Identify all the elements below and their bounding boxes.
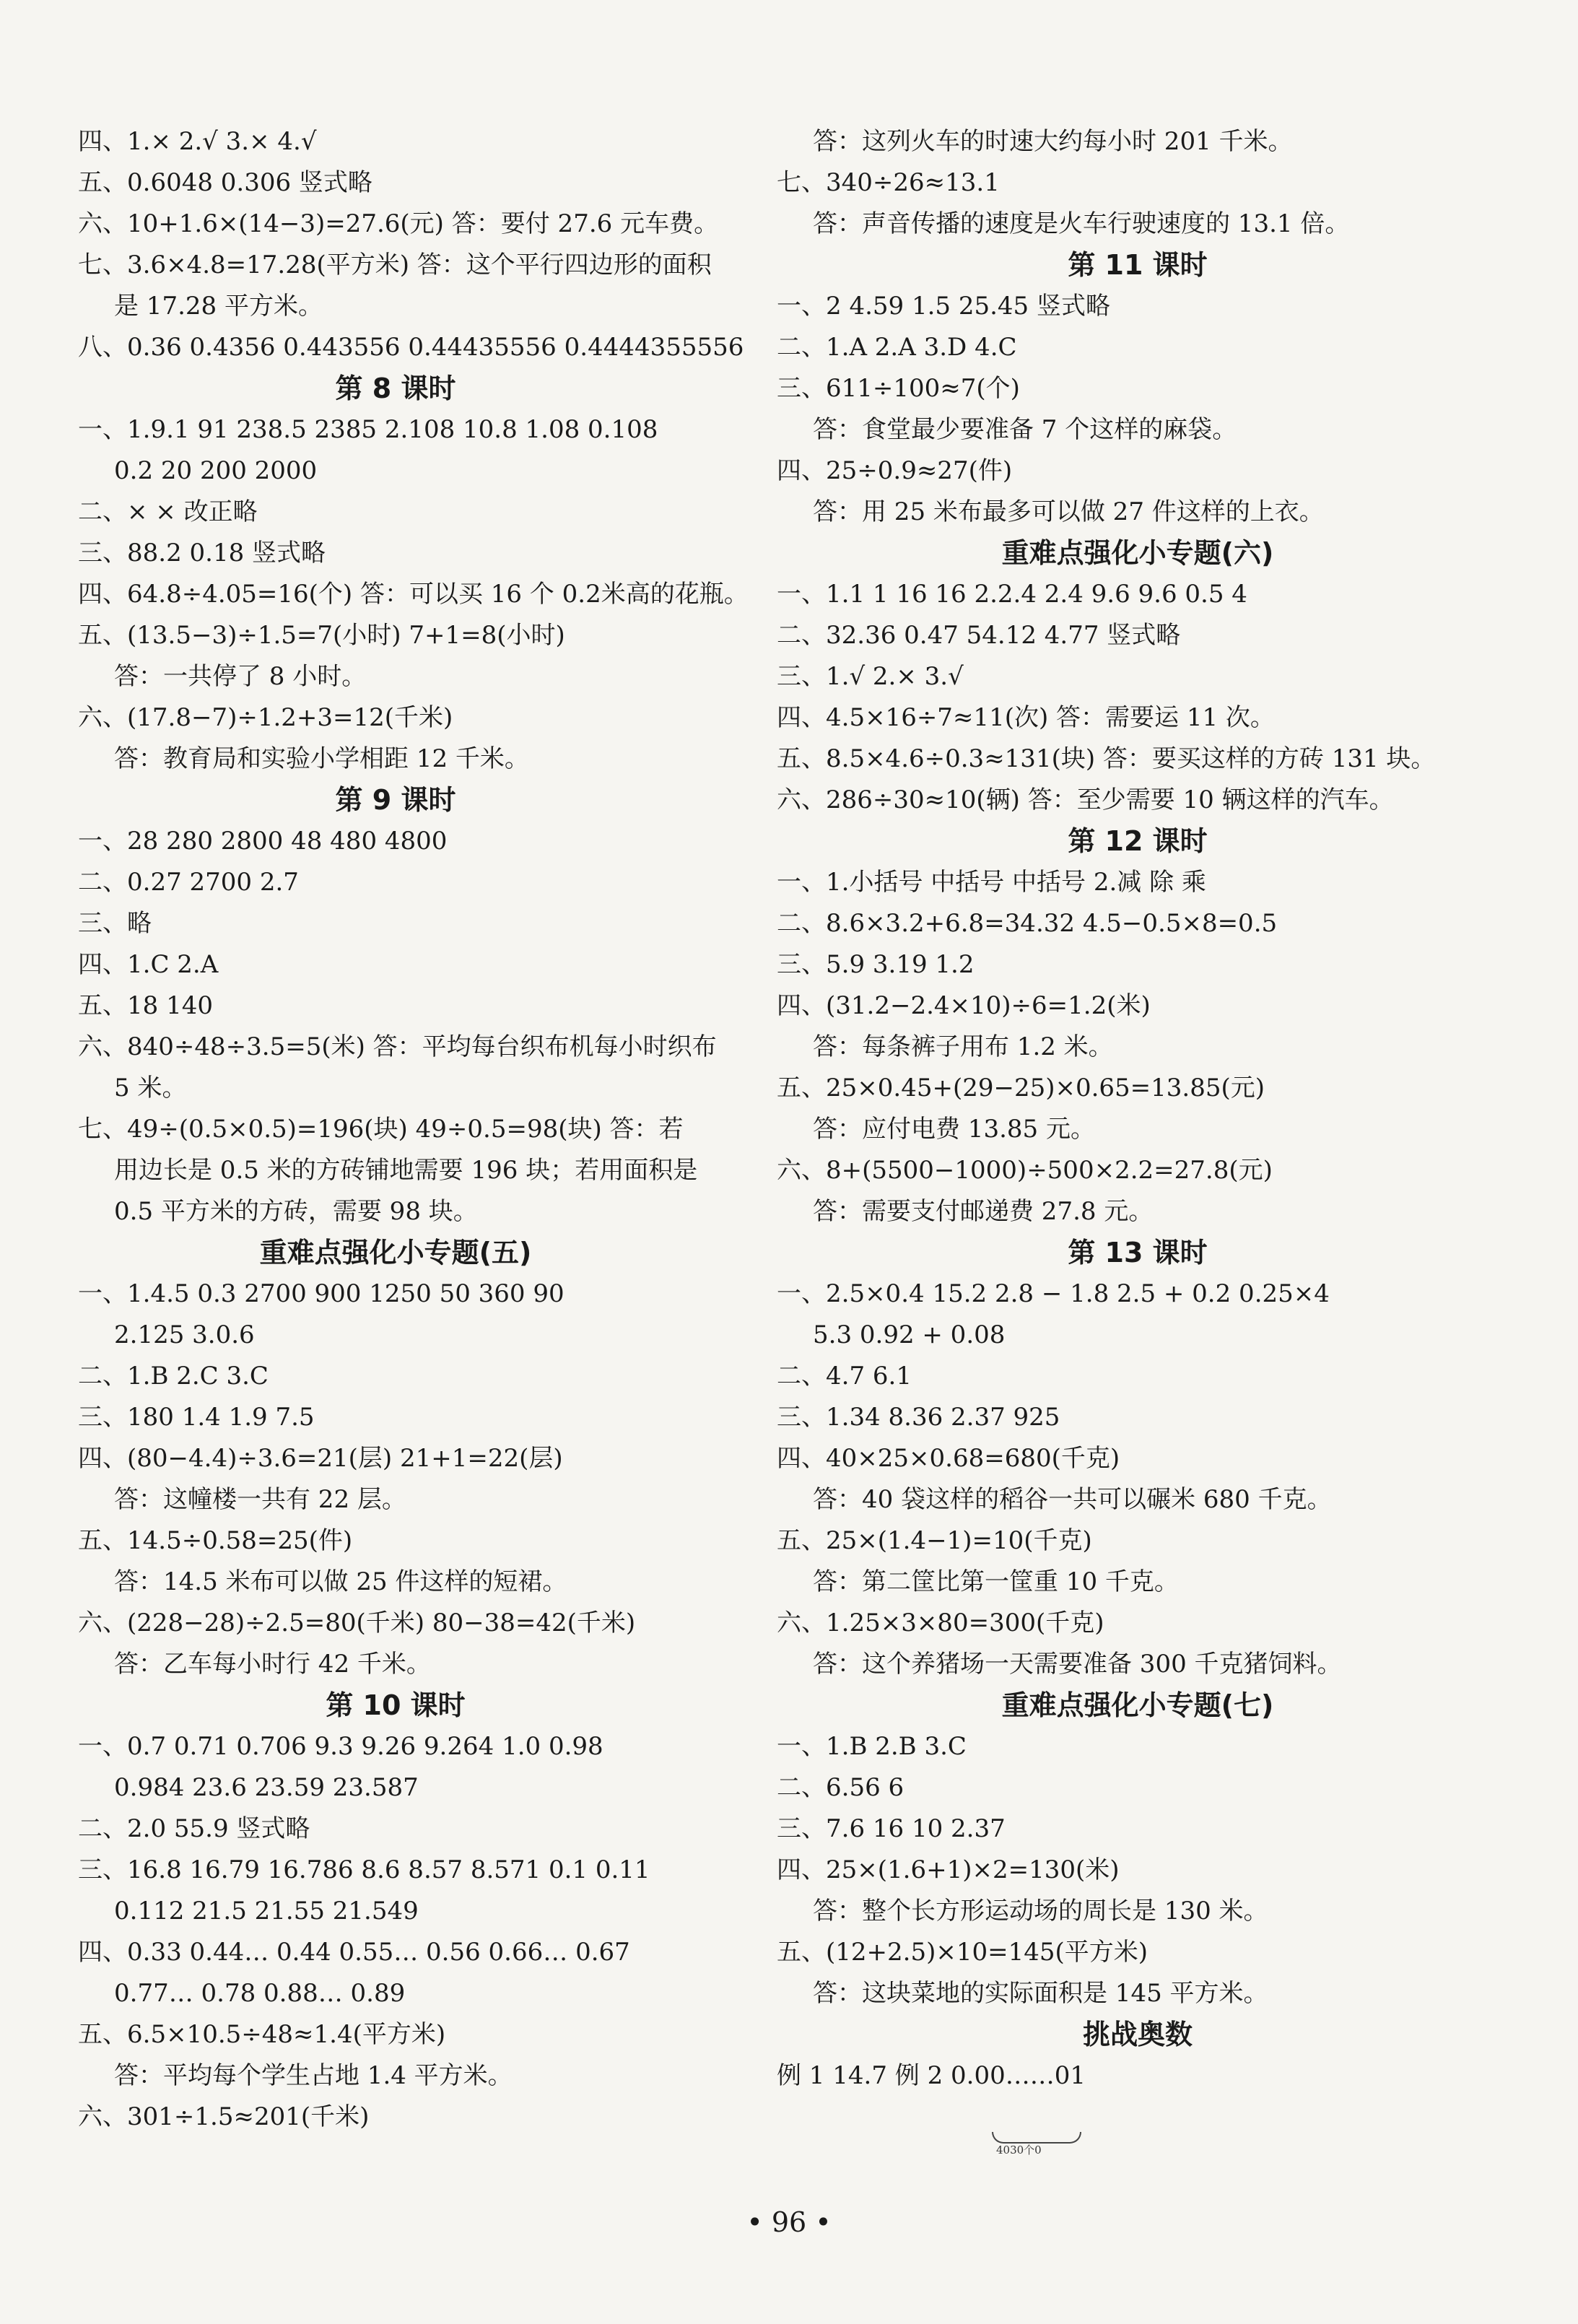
answer-continuation-line: 答：用 25 米布最多可以做 27 件这样的上衣。 — [813, 497, 1324, 526]
answer-line: 三、略 — [78, 909, 152, 938]
section-heading: 第 12 课时 — [1068, 825, 1208, 857]
answer-line: 六、(228−28)÷2.5=80(千米) 80−38=42(千米) — [78, 1609, 636, 1637]
answer-line: 五、25×0.45+(29−25)×0.65=13.85(元) — [777, 1074, 1265, 1102]
left-answer-column — [78, 121, 749, 2138]
section-heading: 挑战奥数 — [1082, 2019, 1193, 2050]
underbrace-note: 4030个0 — [996, 2144, 1042, 2157]
answer-line: 三、611÷100≈7(个) — [777, 374, 1020, 403]
answer-continuation-line: 0.112 21.5 21.55 21.549 — [114, 1897, 419, 1925]
answer-line: 七、49÷(0.5×0.5)=196(块) 49÷0.5=98(块) 答：若 — [78, 1115, 684, 1144]
answer-continuation-line: 答：每条裤子用布 1.2 米。 — [813, 1032, 1113, 1061]
answer-line: 一、1.B 2.B 3.C — [777, 1732, 967, 1761]
answer-continuation-line: 答：平均每个学生占地 1.4 平方米。 — [114, 2061, 513, 2090]
answer-line: 七、3.6×4.8=17.28(平方米) 答：这个平行四边形的面积 — [78, 251, 712, 279]
answer-continuation-line: 答：教育局和实验小学相距 12 千米。 — [114, 744, 529, 773]
answer-line: 六、10+1.6×(14−3)=27.6(元) 答：要付 27.6 元车费。 — [78, 209, 719, 238]
answer-continuation-line: 答：乙车每小时行 42 千米。 — [114, 1650, 431, 1679]
answer-continuation-line: 0.5 平方米的方砖，需要 98 块。 — [114, 1197, 478, 1226]
answer-line: 五、25×(1.4−1)=10(千克) — [777, 1526, 1092, 1555]
answer-line: 六、301÷1.5≈201(千米) — [78, 2102, 370, 2131]
answer-line: 六、8+(5500−1000)÷500×2.2=27.8(元) — [777, 1156, 1273, 1185]
answer-line: 一、28 280 2800 48 480 4800 — [78, 827, 448, 856]
answer-line: 四、0.33 0.44… 0.44 0.55… 0.56 0.66… 0.67 — [78, 1938, 630, 1967]
answer-line: 三、1.34 8.36 2.37 925 — [777, 1403, 1060, 1432]
answer-line: 六、286÷30≈10(辆) 答：至少需要 10 辆这样的汽车。 — [777, 785, 1394, 814]
answer-line: 六、1.25×3×80=300(千克) — [777, 1609, 1104, 1637]
answer-line: 一、1.小括号 中括号 中括号 2.减 除 乘 — [777, 868, 1206, 897]
answer-line: 五、0.6048 0.306 竖式略 — [78, 168, 372, 197]
answer-line: 五、14.5÷0.58=25(件) — [78, 1526, 353, 1555]
answer-line: 二、2.0 55.9 竖式略 — [78, 1814, 310, 1843]
answer-line: 一、2 4.59 1.5 25.45 竖式略 — [777, 292, 1110, 321]
answer-continuation-line: 答：第二筐比第一筐重 10 千克。 — [813, 1567, 1179, 1596]
answer-line: 四、1.× 2.√ 3.× 4.√ — [78, 127, 317, 156]
answer-line: 二、6.56 6 — [777, 1773, 904, 1802]
answer-line: 四、1.C 2.A — [78, 950, 219, 979]
right-answer-column — [777, 121, 1513, 2097]
answer-line: 三、88.2 0.18 竖式略 — [78, 539, 326, 567]
answer-continuation-line: 答：一共停了 8 小时。 — [114, 662, 367, 691]
section-heading: 重难点强化小专题(五) — [259, 1237, 532, 1268]
answer-line: 一、1.9.1 91 238.5 2385 2.108 10.8 1.08 0.108 — [78, 415, 658, 444]
answer-line: 四、(31.2−2.4×10)÷6=1.2(米) — [777, 991, 1151, 1020]
answer-line: 四、64.8÷4.05=16(个) 答：可以买 16 个 0.2米高的花瓶。 — [78, 580, 749, 609]
answer-continuation-line: 0.2 20 200 2000 — [114, 456, 318, 485]
answer-line: 二、4.7 6.1 — [777, 1362, 912, 1391]
answer-line: 五、18 140 — [78, 991, 213, 1020]
answer-continuation-line: 是 17.28 平方米。 — [114, 292, 323, 321]
answer-line: 二、× × 改正略 — [78, 497, 258, 526]
answer-line: 一、2.5×0.4 15.2 2.8 − 1.8 2.5 + 0.2 0.25×4 — [777, 1279, 1330, 1308]
answer-continuation-line: 答：14.5 米布可以做 25 件这样的短裙。 — [114, 1567, 567, 1596]
answer-continuation-line: 答：40 袋这样的稻谷一共可以碾米 680 千克。 — [813, 1485, 1332, 1514]
section-heading: 重难点强化小专题(七) — [1001, 1689, 1274, 1721]
answer-line: 七、340÷26≈13.1 — [777, 168, 1000, 197]
answer-continuation-line: 5 米。 — [114, 1074, 187, 1102]
answer-line: 一、0.7 0.71 0.706 9.3 9.26 9.264 1.0 0.98 — [78, 1732, 603, 1761]
answer-line: 八、0.36 0.4356 0.443556 0.44435556 0.4444355556 — [78, 333, 744, 362]
answer-line: 三、1.√ 2.× 3.√ — [777, 662, 964, 691]
section-heading: 第 10 课时 — [326, 1689, 466, 1721]
answer-line: 五、8.5×4.6÷0.3≈131(块) 答：要买这样的方砖 131 块。 — [777, 744, 1436, 773]
answer-line: 一、1.4.5 0.3 2700 900 1250 50 360 90 — [78, 1279, 564, 1308]
answer-line: 五、6.5×10.5÷48≈1.4(平方米) — [78, 2020, 446, 2049]
answer-continuation-line: 答：这个养猪场一天需要准备 300 千克猪饲料。 — [813, 1650, 1342, 1679]
section-heading: 重难点强化小专题(六) — [1001, 537, 1274, 569]
answer-line: 四、40×25×0.68=680(千克) — [777, 1444, 1120, 1473]
section-heading: 第 11 课时 — [1068, 249, 1208, 281]
answer-continuation-line: 5.3 0.92 + 0.08 — [813, 1320, 1006, 1349]
answer-line: 三、5.9 3.19 1.2 — [777, 950, 975, 979]
answer-line: 二、1.A 2.A 3.D 4.C — [777, 333, 1017, 362]
answer-line: 五、(13.5−3)÷1.5=7(小时) 7+1=8(小时) — [78, 621, 565, 650]
answer-continuation-line: 答：这块菜地的实际面积是 145 平方米。 — [813, 1979, 1268, 2008]
answer-continuation-line: 答：这列火车的时速大约每小时 201 千米。 — [813, 127, 1293, 156]
answer-line: 例 1 14.7 例 2 0.00……01 — [777, 2061, 1086, 2090]
answer-continuation-line: 用边长是 0.5 米的方砖铺地需要 196 块；若用面积是 — [114, 1156, 698, 1185]
answer-continuation-line: 答：整个长方形运动场的周长是 130 米。 — [813, 1897, 1268, 1925]
answer-line: 一、1.1 1 16 16 2.2.4 2.4 9.6 9.6 0.5 4 — [777, 580, 1247, 609]
section-heading: 第 13 课时 — [1068, 1237, 1208, 1268]
answer-line: 三、180 1.4 1.9 7.5 — [78, 1403, 315, 1432]
answer-line: 四、25×(1.6+1)×2=130(米) — [777, 1855, 1120, 1884]
answer-continuation-line: 0.984 23.6 23.59 23.587 — [114, 1773, 419, 1802]
answer-line: 四、25÷0.9≈27(件) — [777, 456, 1013, 485]
answer-continuation-line: 答：需要支付邮递费 27.8 元。 — [813, 1197, 1154, 1226]
answer-line: 四、(80−4.4)÷3.6=21(层) 21+1=22(层) — [78, 1444, 563, 1473]
answer-line: 二、32.36 0.47 54.12 4.77 竖式略 — [777, 621, 1181, 650]
answer-continuation-line: 2.125 3.0.6 — [114, 1320, 255, 1349]
answer-continuation-line: 答：食堂最少要准备 7 个这样的麻袋。 — [813, 415, 1237, 444]
answer-line: 五、(12+2.5)×10=145(平方米) — [777, 1938, 1148, 1967]
answer-line: 三、7.6 16 10 2.37 — [777, 1814, 1006, 1843]
answer-line: 六、(17.8−7)÷1.2+3=12(千米) — [78, 703, 453, 732]
section-heading: 第 9 课时 — [335, 784, 456, 816]
page-number: • 96 • — [746, 2206, 832, 2238]
answer-continuation-line: 答：应付电费 13.85 元。 — [813, 1115, 1095, 1144]
section-heading: 第 8 课时 — [335, 373, 456, 404]
answer-line: 六、840÷48÷3.5=5(米) 答：平均每台织布机每小时织布 — [78, 1032, 717, 1061]
answer-line: 二、8.6×3.2+6.8=34.32 4.5−0.5×8=0.5 — [777, 909, 1278, 938]
answer-line: 三、16.8 16.79 16.786 8.6 8.57 8.571 0.1 0.11 — [78, 1855, 650, 1884]
answer-line: 二、1.B 2.C 3.C — [78, 1362, 269, 1391]
answer-line: 四、4.5×16÷7≈11(次) 答：需要运 11 次。 — [777, 703, 1275, 732]
answer-continuation-line: 0.77… 0.78 0.88… 0.89 — [114, 1979, 406, 2008]
answer-line: 二、0.27 2700 2.7 — [78, 868, 299, 897]
answer-continuation-line: 答：声音传播的速度是火车行驶速度的 13.1 倍。 — [813, 209, 1350, 238]
answer-continuation-line: 答：这幢楼一共有 22 层。 — [114, 1485, 406, 1514]
